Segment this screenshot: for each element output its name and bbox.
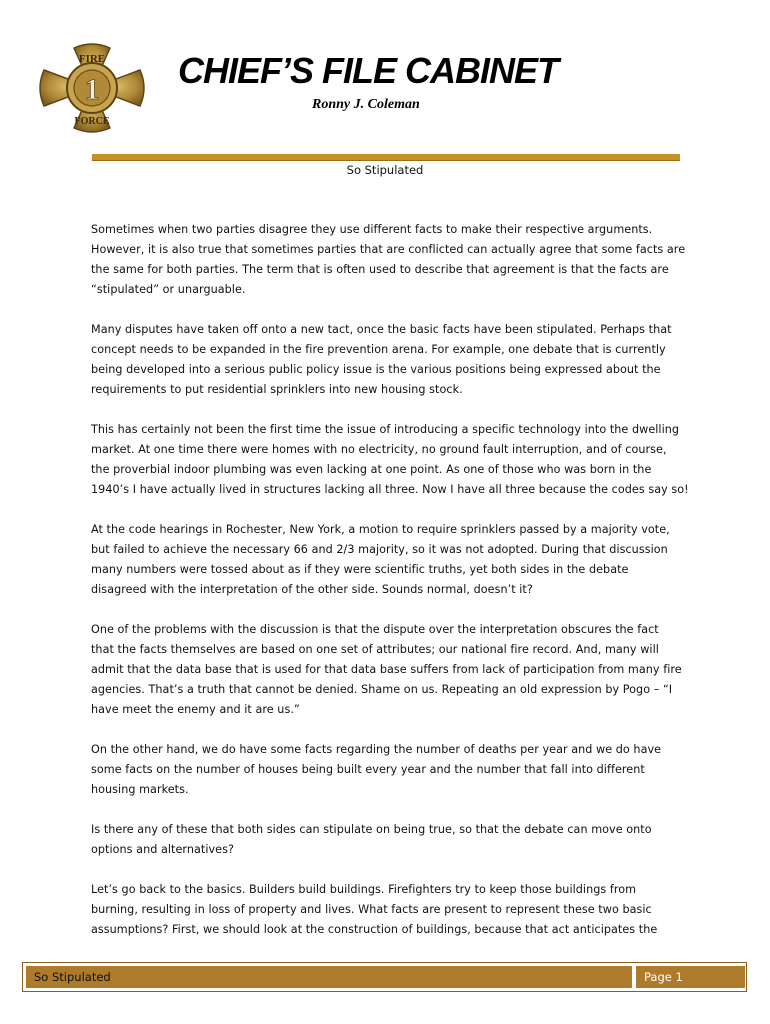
paragraph-line: admit that the data base that is used for that data base suffers from lack of participation from many fire <box>91 663 682 676</box>
paragraph-line: However, it is also true that sometimes parties that are conflicted can actually agree that some facts are <box>91 243 686 256</box>
paragraph-line: “stipulated” or unarguable. <box>91 283 246 296</box>
article-body <box>91 220 689 960</box>
paragraph-line: Many disputes have taken off onto a new tact, once the basic facts have been stipulated. Perhaps that <box>91 323 672 336</box>
paragraph-line: This has certainly not been the first time the issue of introducing a specific technology into the dwelling <box>91 423 680 436</box>
maltese-cross-icon <box>36 40 148 136</box>
paragraph-line: some facts on the number of houses being built every year and the number that fall into different <box>91 763 645 776</box>
paragraph-line: Let’s go back to the basics. Builders build buildings. Firefighters try to keep those buildings from <box>91 883 637 896</box>
logo-center-text: 1 <box>84 73 100 106</box>
paragraph-line: being developed into a serious public policy issue is the various positions being expressed about the <box>91 363 661 376</box>
logo-bottom-text: FORCE <box>74 116 110 127</box>
paragraph-line: One of the problems with the discussion is that the dispute over the interpretation obscures the fact <box>91 623 659 636</box>
paragraph <box>91 420 689 500</box>
paragraph-line: At the code hearings in Rochester, New York, a motion to require sprinklers passed by a majority vote, <box>91 523 670 536</box>
paragraph-line: that the facts themselves are based on one set of attributes; our national fire record. And, many will <box>91 643 659 656</box>
paragraph-line: the same for both parties. The term that is often used to describe that agreement is that the facts are <box>91 263 669 276</box>
paragraph-line: the proverbial indoor plumbing was even lacking at one point. As one of those who was born in the <box>91 463 652 476</box>
paragraph <box>91 820 681 860</box>
paragraph-line: have meet the enemy and it are us.” <box>91 703 300 716</box>
article-title: So Stipulated <box>346 163 424 177</box>
paragraph-line: housing markets. <box>91 783 189 796</box>
footer-title: So Stipulated <box>34 970 111 984</box>
paragraph <box>91 220 686 300</box>
paragraph-line: Is there any of these that both sides can stipulate on being true, so that the debate can move onto <box>91 823 652 836</box>
masthead-title: CHIEF’S FILE CABINET <box>178 50 559 91</box>
header-divider <box>92 154 680 161</box>
paragraph-line: 1940’s I have actually lived in structures lacking all three. Now I have all three because the codes say so! <box>91 483 689 496</box>
paragraph-line: requirements to put residential sprinklers into new housing stock. <box>91 383 463 396</box>
paragraph-line: but failed to achieve the necessary 66 and 2/3 majority, so it was not adopted. During that discussion <box>91 543 668 556</box>
paragraph-line: many numbers were tossed about as if they were scientific truths, yet both sides in the debate <box>91 563 629 576</box>
page-number: Page 1 <box>644 970 683 984</box>
paragraph-line: agencies. That’s a truth that cannot be denied. Shame on us. Repeating an old expression by Pogo – “I <box>91 683 673 696</box>
page-footer <box>22 962 747 992</box>
footer-title-band <box>26 966 632 988</box>
paragraph-line: On the other hand, we do have some facts regarding the number of deaths per year and we do have <box>91 743 662 756</box>
paragraph-line: assumptions? First, we should look at the construction of buildings, because that act anticipates the <box>91 923 658 936</box>
footer-page-band <box>636 966 745 988</box>
paragraph <box>91 620 681 720</box>
paragraph-line: disagreed with the interpretation of the other side. Sounds normal, doesn’t it? <box>91 583 533 596</box>
paragraph-line: Sometimes when two parties disagree they use different facts to make their respective arguments. <box>91 223 653 236</box>
paragraph <box>91 520 681 600</box>
paragraph <box>91 880 681 940</box>
paragraph <box>91 740 681 800</box>
logo-top-text: FIRE <box>78 53 106 65</box>
paragraph-line: market. At one time there were homes with no electricity, no ground fault interruption, and of course, <box>91 443 667 456</box>
fire-force-logo <box>36 40 148 136</box>
paragraph-line: burning, resulting in loss of property and lives. What facts are present to represent these two basic <box>91 903 652 916</box>
paragraph-line: options and alternatives? <box>91 843 234 856</box>
paragraph-line: concept needs to be expanded in the fire prevention arena. For example, one debate that is currently <box>91 343 666 356</box>
masthead-author: Ronny J. Coleman <box>312 97 420 112</box>
paragraph <box>91 320 681 400</box>
